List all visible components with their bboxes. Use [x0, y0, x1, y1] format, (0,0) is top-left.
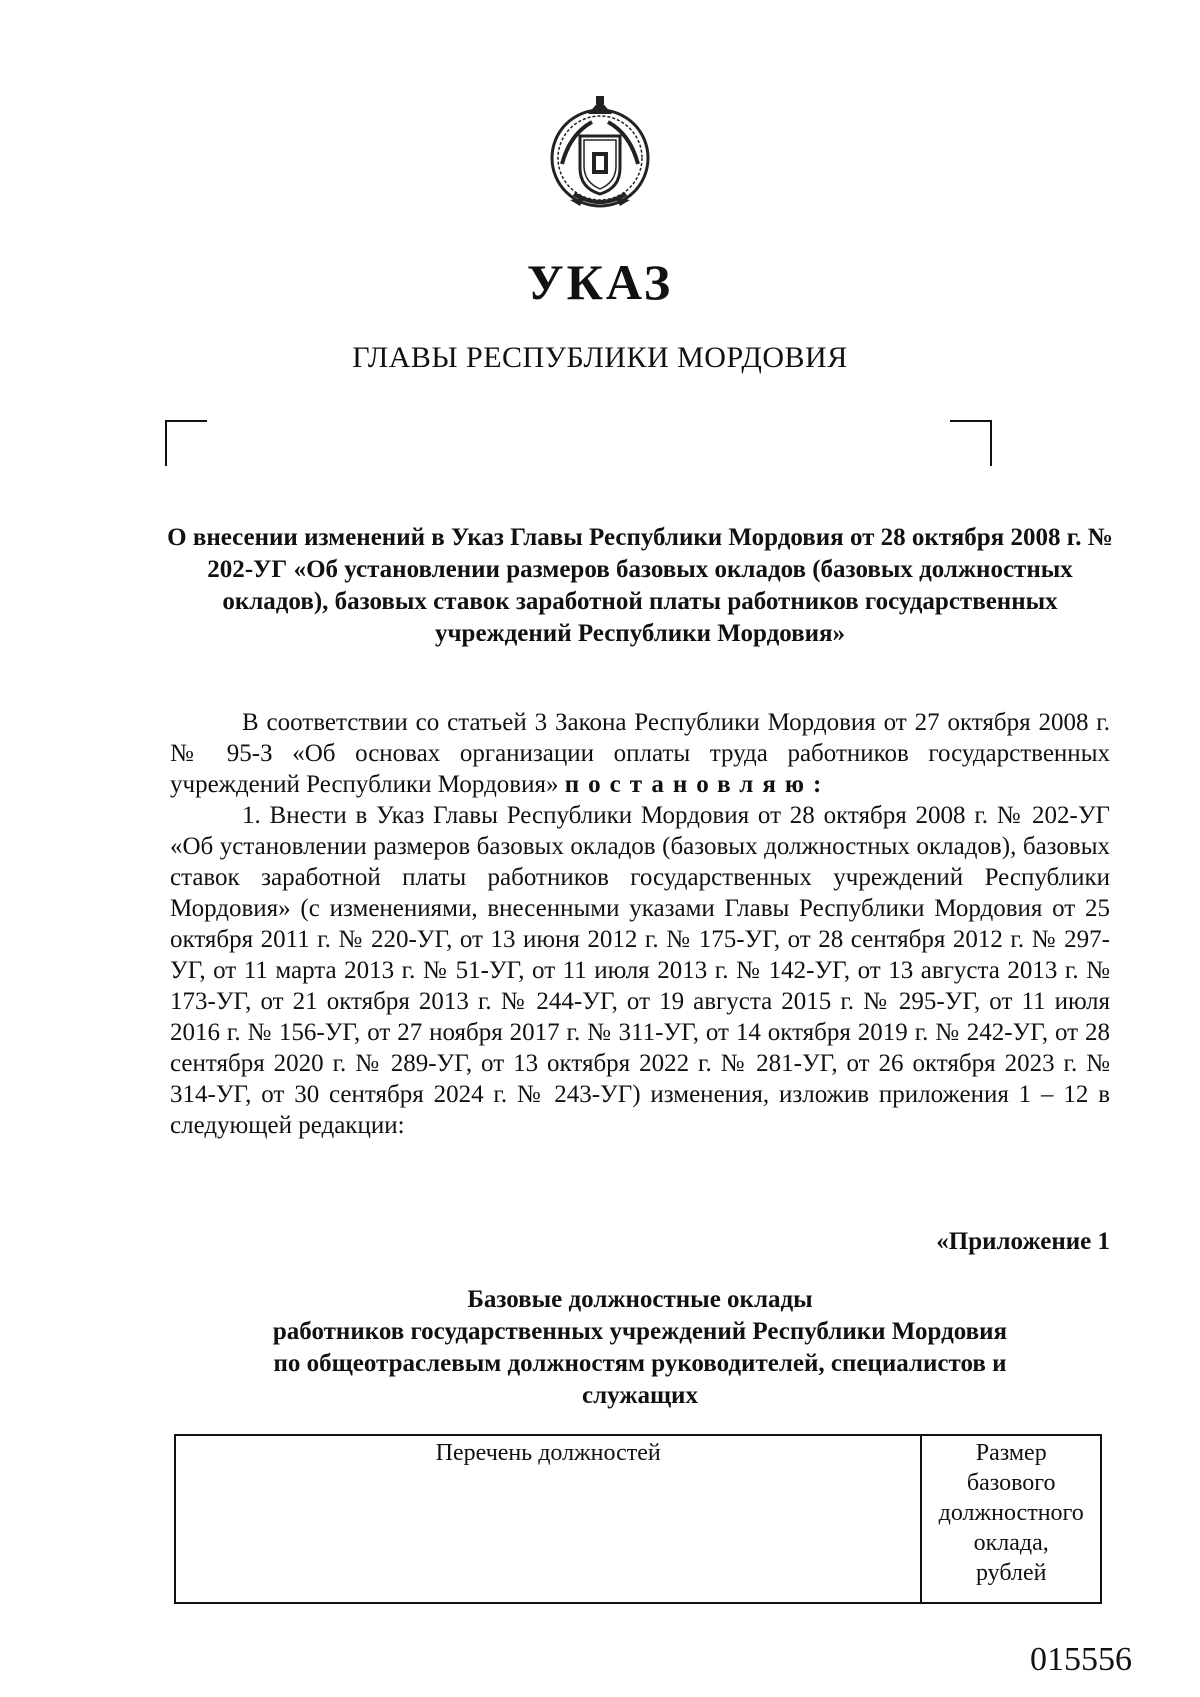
table-header-row — [175, 1435, 1101, 1603]
document-body — [170, 707, 1110, 1141]
resolve-word: постановляю: — [564, 771, 831, 798]
column-header-salary-line: базового — [966, 1470, 1056, 1496]
column-header-salary-line: должностного — [938, 1500, 1084, 1526]
appendix-title-line: по общеотраслевым должностям руководителей, специалистов и — [273, 1350, 1007, 1377]
document-serial-number: 015556 — [1030, 1641, 1132, 1678]
appendix-title-line: Базовые должностные оклады — [467, 1286, 813, 1313]
heading-corner-left — [165, 420, 207, 466]
column-header-salary-line: рублей — [975, 1560, 1047, 1586]
column-header-salary-line: оклада, — [973, 1530, 1049, 1556]
column-header-positions: Перечень должностей — [175, 1435, 921, 1603]
heading-corner-right — [950, 420, 992, 466]
appendix-title — [180, 1284, 1100, 1412]
issuer-subtitle: ГЛАВЫ РЕСПУБЛИКИ МОРДОВИЯ — [352, 341, 848, 374]
document-heading: О внесении изменений в Указ Главы Республики Мордовия от 28 октября 2008 г. № 202-УГ «Об установлении размеров базовых окладов (базовых должностных окладов), базовых ставок заработной платы работников государственных учреждений Республики Мордовия» — [167, 524, 1113, 647]
appendix-title-line: работников государственных учреждений Республики Мордовия — [272, 1318, 1008, 1345]
clause-1-paragraph: 1. Внести в Указ Главы Республики Мордовия от 28 октября 2008 г. № 202-УГ «Об установлении размеров базовых окладов (базовых должностных окладов), базовых ставок заработной платы работников государственных учреждений Республики Мордовия» (с изменениями, внесенными указами Главы Республики Мордовия от 25 октября 2011 г. № 220-УГ, от 13 июня 2012 г. № 175-УГ, от 28 сентября 2012 г. № 297-УГ, от 11 марта 2013 г. № 51-УГ, от 11 июля 2013 г. № 142-УГ, от 13 августа 2013 г. № 173-УГ, от 21 октября 2013 г. № 244-УГ, от 19 августа 2015 г. № 295-УГ, от 11 июля 2016 г. № 156-УГ, от 27 ноября 2017 г. № 311-УГ, от 14 октября 2019 г. № 242-УГ, от 28 сентября 2020 г. № 289-УГ, от 13 октября 2022 г. № 281-УГ, от 26 октября 2023 г. № 314-УГ, от 30 сентября 2024 г. № 243-УГ) изменения, изложив приложения 1 – 12 в следующей редакции: — [170, 802, 1110, 1139]
appendix-title-line: служащих — [582, 1382, 698, 1409]
preamble-text: В соответствии со статьей 3 Закона Республики Мордовия от 27 октября 2008 г. № 95-З «Об основах организации оплаты труда работников государственных учреждений Республики Мордовия» — [170, 709, 1110, 798]
preamble-paragraph — [170, 707, 1110, 800]
mordovia-coat-of-arms-icon — [540, 94, 660, 214]
page-title: УКАЗ — [526, 254, 674, 310]
column-header-salary-line: Размер — [975, 1440, 1047, 1466]
column-header-salary — [921, 1435, 1101, 1603]
appendix-label: «Приложение 1 — [936, 1228, 1110, 1255]
salary-table — [174, 1434, 1102, 1604]
